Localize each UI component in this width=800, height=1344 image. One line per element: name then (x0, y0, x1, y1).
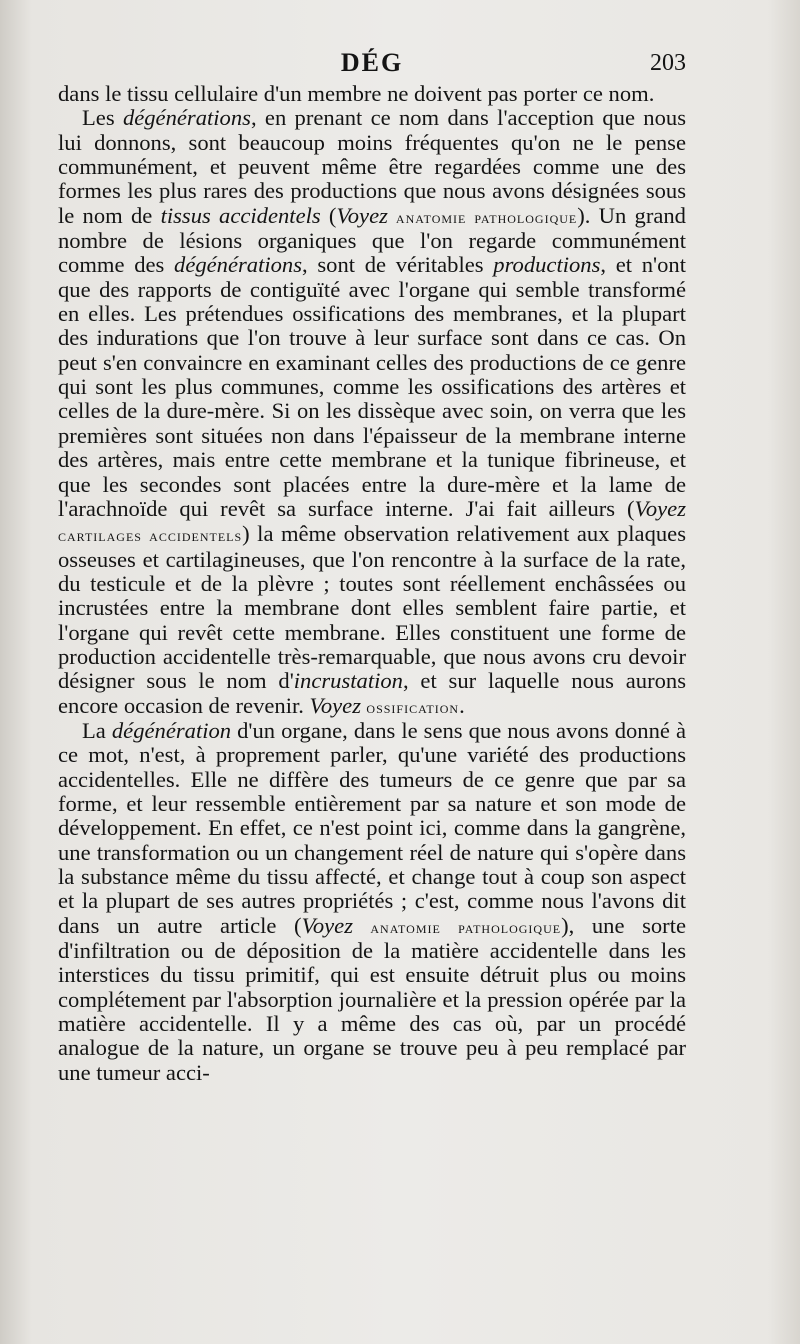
italic-term: dégénérations (174, 252, 303, 278)
italic-term: Voyez (336, 202, 388, 228)
italic-term: Voyez (309, 692, 361, 718)
text-run: ), une sorte d'infiltration ou de déposition de la matière accidentelle dans les interstices du tissu primitif, qui est ensuite détruit plus ou moins complétement par l'absorption journalière et la pression opérée par la matière accidentelle. Il y a même des cas où, par un procédé analogue de la nature, un organe se trouve peu à peu remplacé par une tumeur acci- (58, 912, 687, 1085)
italic-term: Voyez (634, 495, 686, 521)
italic-term: productions (493, 252, 601, 278)
text-run: La (82, 717, 112, 743)
page-number: 203 (650, 50, 686, 76)
page-header (58, 48, 686, 80)
text-run: ). Un grand nombre de lésions organiques que l'on regarde communément comme des (58, 202, 686, 278)
body-text (58, 82, 686, 1085)
italic-term: Voyez (301, 912, 354, 938)
italic-term: dégénérations (122, 105, 251, 131)
italic-term: incrustation (293, 668, 403, 694)
text-run: , et sur laquelle nous aurons encore occasion de revenir. (58, 668, 686, 718)
paragraph-1 (58, 82, 686, 106)
paragraph-2 (58, 106, 686, 719)
text-run: . (459, 692, 465, 718)
text-run: , sont de véritables (302, 252, 494, 278)
cross-reference: ossification (361, 696, 460, 717)
cross-reference: cartilages accidentels (58, 525, 243, 546)
paragraph-1-text: dans le tissu cellulaire d'un membre ne doivent pas porter ce nom. (58, 81, 655, 106)
text-run: , en prenant ce nom dans l'acception que nous lui donnons, sont beaucoup moins fréquentes qu'on ne le pense communément, et peuvent même être regardées comme une des formes les plus rares des productions que nous avons désignées sous le nom de (58, 105, 686, 228)
text-run: ( (320, 202, 337, 228)
italic-term: dégénération (111, 717, 232, 743)
cross-reference: anatomie pathologique (353, 916, 562, 937)
text-run: ) la même observation relativement aux plaques osseuses et cartilagineuses, que l'on rencontre à la surface de la rate, du testicule et de la plèvre ; toutes sont réellement enchâssées ou incrustées entre la membrane dont elles semblent faire partie, et l'organe qui revêt cette membrane. Elles constituent une forme de production accidentelle très-remarquable, que nous avons cru devoir désigner sous le nom d' (58, 521, 687, 694)
text-run: , et n'ont que des rapports de contiguïté avec l'organe qui semble transformé en elles. Les prétendues ossifications des membranes, et la plupart des indurations que l'on trouve à leur surface sont dans ce cas. On peut s'en convaincre en examinant celles des productions de ce genre qui sont les plus communes, comme les ossifications des artères et celles de la dure-mère. Si on les dissèque avec soin, on verra que les premières sont situées non dans l'épaisseur de la membrane interne des artères, mais entre cette membrane et la tunique fibrineuse, et que les secondes sont placées entre la dure-mère et la lame de l'arachnoïde qui revêt sa surface interne. J'ai fait ailleurs ( (58, 252, 686, 521)
running-title: DÉG (340, 48, 404, 77)
italic-term: tissus accidentels (160, 202, 321, 228)
cross-reference: anatomie pathologique (387, 206, 578, 227)
paragraph-3 (58, 719, 686, 1085)
text-run: Les (82, 105, 123, 131)
text-run: d'un organe, dans le sens que nous avons donné à ce mot, n'est, à proprement parler, qu'une variété des productions accidentelles. Elle ne diffère des tumeurs de ce genre que par sa forme, et leur ressemble entièrement par sa nature et son mode de développement. En effet, ce n'est point ici, comme dans la gangrène, une transformation ou un changement réel de nature qui s'opère dans la substance même du tissu affecté, et change tout à coup son aspect et la plupart de ses autres propriétés ; c'est, comme nous l'avons dit dans un autre article ( (58, 717, 686, 938)
